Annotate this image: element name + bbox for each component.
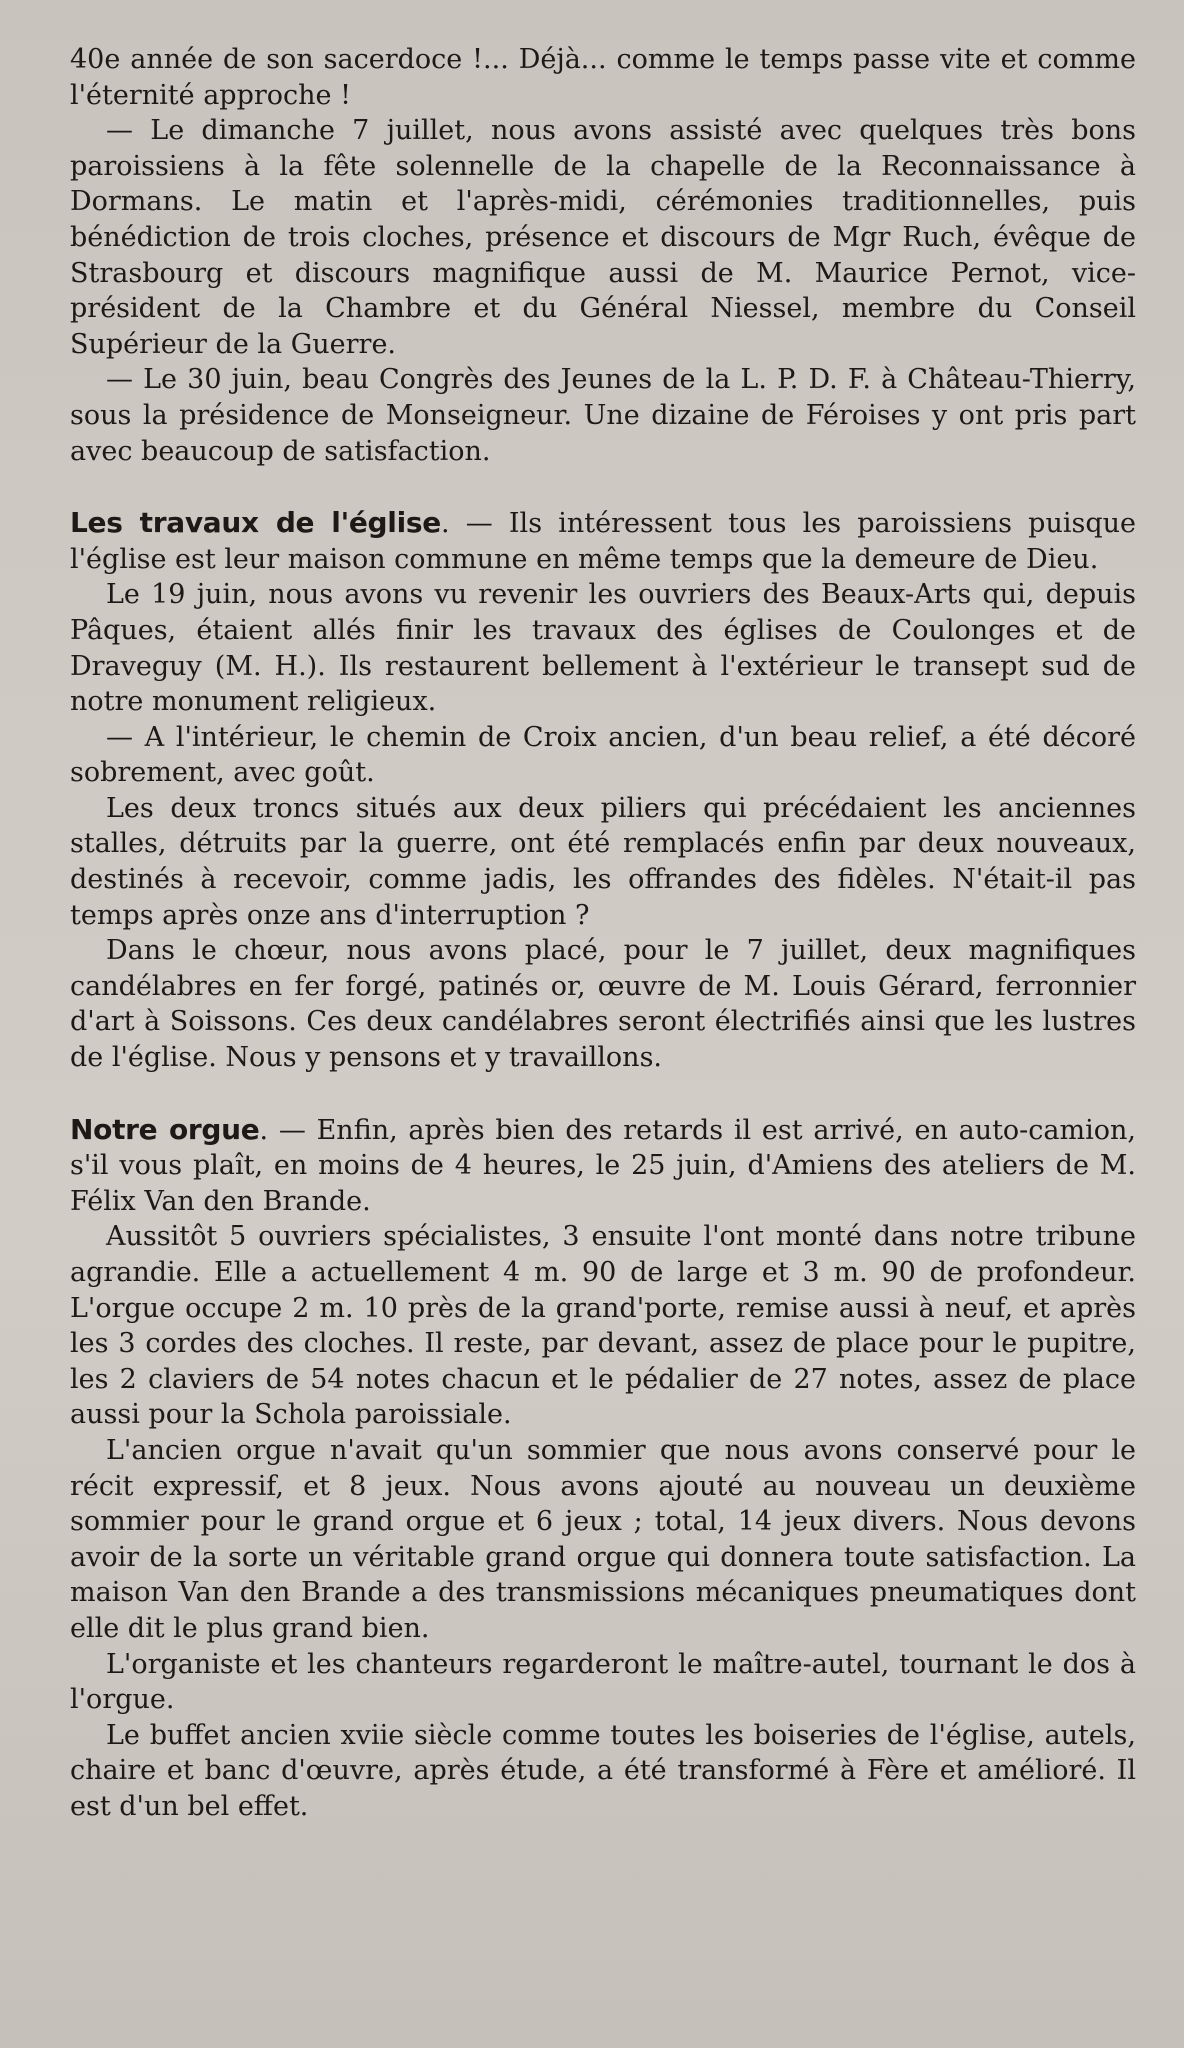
paragraph-8: Dans le chœur, nous avons placé, pour le 7 juillet, deux magnifiques candélabres en fer forgé, patinés or, œuvre de M. Louis Gérard, ferronnier d'art à Soissons. Ces deux candélabres seront électrifiés ainsi que les lustres de l'église. Nous y pensons et y travaillons. <box>70 935 1136 1074</box>
section-heading-travaux: Les travaux de l'église <box>70 506 441 540</box>
paragraph-12: L'organiste et les chanteurs regarderont le maître-autel, tournant le dos à l'orgue. <box>70 1648 1136 1716</box>
paragraph-3: — Le 30 juin, beau Congrès des Jeunes de la L. P. D. F. à Château-Thierry, sous la présidence de Monseigneur. Une dizaine de Féroises y ont pris part avec beaucoup de satisfaction. <box>70 364 1136 467</box>
paragraph-1: 40e année de son sacerdoce !... Déjà... comme le temps passe vite et comme l'éternité approche ! <box>70 44 1136 111</box>
paragraph-7: Les deux troncs situés aux deux piliers qui précédaient les anciennes stalles, détruits par la guerre, ont été remplacés enfin par deux nouveaux, destinés à recevoir, comme jadis, les offrandes des fidèles. N'était-il pas temps après onze ans d'interruption ? <box>70 792 1136 931</box>
paragraph-10: Aussitôt 5 ouvriers spécialistes, 3 ensuite l'ont monté dans notre tribune agrandie. Elle a actuellement 4 m. 90 de large et 3 m. 90 de profondeur. L'orgue occupe 2 m. 10 près de la grand'porte, remise aussi à neuf, et après les 3 cordes des cloches. Il reste, par devant, assez de place pour le pupitre, les 2 claviers de 54 notes chacun et le pédalier de 27 notes, assez de place aussi pour la Schola paroissiale. <box>70 1221 1136 1431</box>
paragraph-13: Le buffet ancien xviie siècle comme toutes les boiseries de l'église, autels, chaire et banc d'œuvre, après étude, a été transformé à Fère et amélioré. Il est d'un bel effet. <box>70 1719 1136 1822</box>
section-heading-orgue: Notre orgue <box>70 1112 260 1146</box>
paragraph-2: — Le dimanche 7 juillet, nous avons assisté avec quelques très bons paroissiens à la fête solennelle de la chapelle de la Reconnaissance à Dormans. Le matin et l'après-midi, cérémonies traditionnelles, puis bénédiction de trois cloches, présence et discours de Mgr Ruch, évêque de Strasbourg et discours magnifique aussi de M. Maurice Pernot, vice-président de la Chambre et du Général Niessel, membre du Conseil Supérieur de la Guerre. <box>70 115 1136 360</box>
paragraph-6: — A l'intérieur, le chemin de Croix ancien, d'un beau relief, a été décoré sobrement, avec goût. <box>70 721 1136 789</box>
paragraph-11: L'ancien orgue n'avait qu'un sommier que nous avons conservé pour le récit expressif, et 8 jeux. Nous avons ajouté au nouveau un deuxième sommier pour le grand orgue et 6 jeux ; total, 14 jeux divers. Nous devons avoir de la sorte un véritable grand orgue qui donnera toute satisfaction. La maison Van den Brande a des transmissions mécaniques pneumatiques dont elle dit le plus grand bien. <box>70 1434 1136 1644</box>
section-travaux: Les travaux de l'église. — Ils intéressent tous les paroissiens puisque l'église est leur maison commune en même temps que la demeure de Dieu. <box>70 506 1136 575</box>
paragraph-5: Le 19 juin, nous avons vu revenir les ouvriers des Beaux-Arts qui, depuis Pâques, étaient allés finir les travaux des églises de Coulonges et de Draveguy (M. H.). Ils restaurent bellement à l'extérieur le transept sud de notre monument religieux. <box>70 579 1136 718</box>
section-orgue: Notre orgue. — Enfin, après bien des retards il est arrivé, en auto-camion, s'il vous plaît, en moins de 4 heures, le 25 juin, d'Amiens des ateliers de M. Félix Van den Brande. <box>70 1112 1136 1217</box>
